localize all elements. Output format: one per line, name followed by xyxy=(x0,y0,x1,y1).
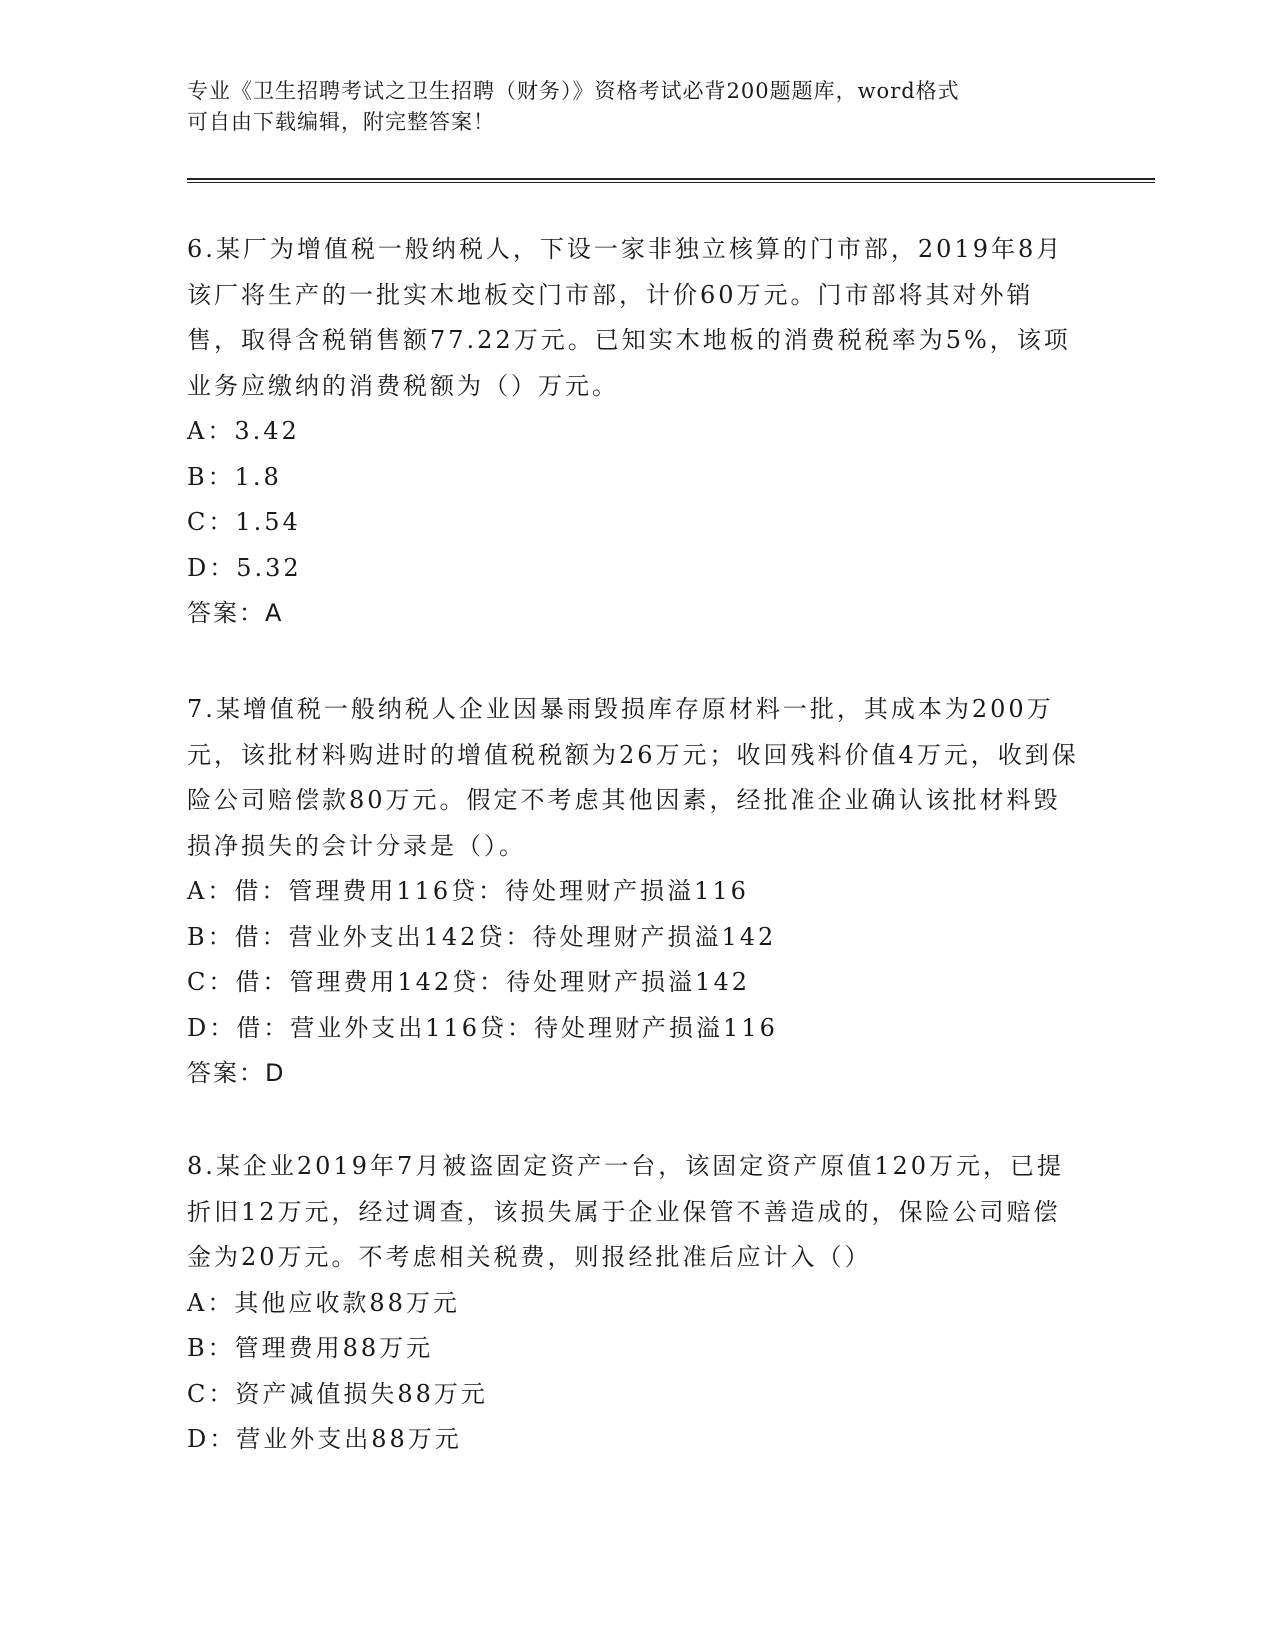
option-d: D：5.32 xyxy=(187,553,302,582)
option-b: B：借：营业外支出142贷：待处理财产损溢142 xyxy=(187,922,777,951)
option-a: A：其他应收款88万元 xyxy=(187,1288,460,1317)
option-a: A：3.42 xyxy=(187,417,300,445)
question-7 xyxy=(187,687,1082,1097)
answer-label: 答案：A xyxy=(187,599,284,627)
question-stem: 6.某厂为增值税一般纳税人，下设一家非独立核算的门市部，2019年8月该厂将生产的一批实木地板交门市部，计价60万元。门市部将其对外销售，取得含税销售额77.22万元。已知实木地板的消费税税率为5%，该项业务应缴纳的消费税额为（）万元。 xyxy=(187,235,1071,400)
option-b: B：1.8 xyxy=(187,462,282,491)
option-d: D：营业外支出88万元 xyxy=(187,1425,462,1453)
header-divider xyxy=(187,178,1155,180)
option-c: C：借：管理费用142贷：待处理财产损溢142 xyxy=(187,968,750,996)
option-c: C：1.54 xyxy=(187,508,301,536)
page-header xyxy=(187,76,1067,138)
option-c: C：资产减值损失88万元 xyxy=(187,1379,488,1408)
question-stem: 8.某企业2019年7月被盗固定资产一台，该固定资产原值120万元，已提折旧12万元，经过调查，该损失属于企业保管不善造成的，保险公司赔偿金为20万元。不考虑相关税费，则报经批准后应计入（） xyxy=(187,1152,1065,1271)
answer-label: 答案：D xyxy=(187,1059,286,1087)
question-6 xyxy=(187,227,1082,637)
header-divider-thin xyxy=(187,182,1155,183)
header-title-line-2: 可自由下载编辑，附完整答案！ xyxy=(187,110,495,134)
option-b: B：管理费用88万元 xyxy=(187,1334,434,1362)
option-a: A：借：管理费用116贷：待处理财产损溢116 xyxy=(187,877,749,905)
header-title-line-1: 专业《卫生招聘考试之卫生招聘（财务）》资格考试必背200题题库，word格式 xyxy=(187,79,960,103)
option-d: D：借：营业外支出116贷：待处理财产损溢116 xyxy=(187,1013,778,1042)
question-8 xyxy=(187,1144,1082,1463)
question-stem: 7.某增值税一般纳税人企业因暴雨毁损库存原材料一批，其成本为200万元，该批材料购进时的增值税税额为26万元；收回残料价值4万元，收到保险公司赔偿款80万元。假定不考虑其他因素，经批准企业确认该批材料毁损净损失的会计分录是（）。 xyxy=(187,695,1079,860)
